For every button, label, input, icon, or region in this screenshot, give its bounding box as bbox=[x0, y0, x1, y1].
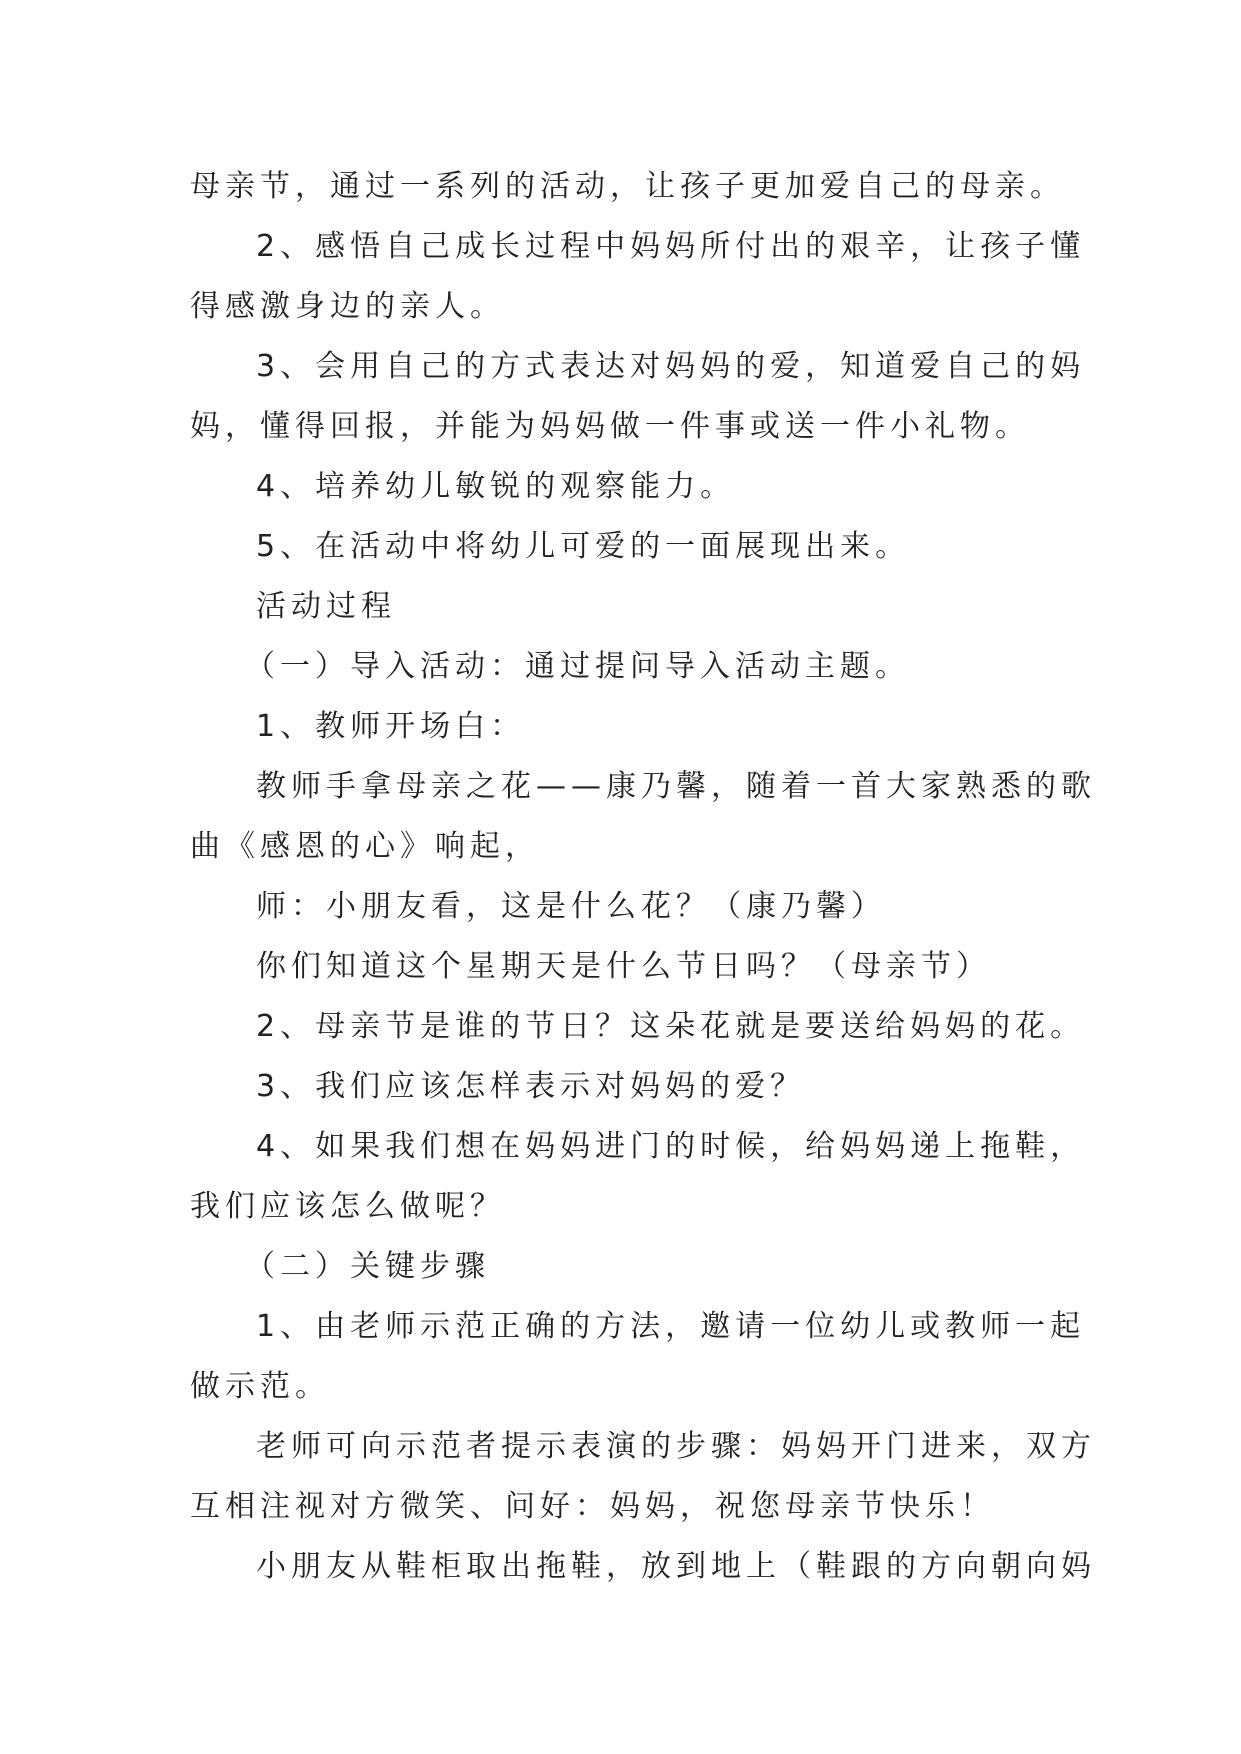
list-item-5: 5、在活动中将幼儿可爱的一面展现出来。 bbox=[256, 529, 911, 564]
paragraph-line: 妈，懂得回报，并能为妈妈做一件事或送一件小礼物。 bbox=[190, 409, 1030, 444]
dialogue-line: 你们知道这个星期天是什么节日吗？（母亲节） bbox=[256, 949, 991, 984]
list-item-4: 4、如果我们想在妈妈进门的时候，给妈妈递上拖鞋， bbox=[256, 1129, 1086, 1164]
list-item-1: 1、由老师示范正确的方法，邀请一位幼儿或教师一起 bbox=[256, 1309, 1086, 1344]
paragraph-line: 做示范。 bbox=[190, 1369, 330, 1404]
list-item-3: 3、我们应该怎样表示对妈妈的爱？ bbox=[256, 1069, 806, 1104]
list-item-4: 4、培养幼儿敏锐的观察能力。 bbox=[256, 469, 736, 504]
paragraph-line: 老师可向示范者提示表演的步骤：妈妈开门进来，双方 bbox=[256, 1429, 1096, 1464]
document-body bbox=[190, 157, 1096, 1597]
paragraph-line: 曲《感恩的心》响起， bbox=[190, 829, 540, 864]
section-heading: 活动过程 bbox=[256, 589, 396, 624]
paragraph-line: 得感激身边的亲人。 bbox=[190, 289, 505, 324]
paragraph-line: 母亲节，通过一系列的活动，让孩子更加爱自己的母亲。 bbox=[190, 169, 1065, 204]
subsection-heading-2: （二）关键步骤 bbox=[245, 1249, 490, 1284]
paragraph-line: 教师手拿母亲之花——康乃馨，随着一首大家熟悉的歌 bbox=[256, 769, 1096, 804]
dialogue-line: 师：小朋友看，这是什么花？（康乃馨） bbox=[256, 889, 886, 924]
list-item-2: 2、母亲节是谁的节日？这朵花就是要送给妈妈的花。 bbox=[256, 1009, 1086, 1044]
subsection-heading-1: （一）导入活动：通过提问导入活动主题。 bbox=[245, 649, 910, 684]
paragraph-line: 互相注视对方微笑、问好：妈妈，祝您母亲节快乐！ bbox=[190, 1489, 995, 1524]
paragraph-line: 小朋友从鞋柜取出拖鞋，放到地上（鞋跟的方向朝向妈 bbox=[256, 1549, 1096, 1584]
list-item-3: 3、会用自己的方式表达对妈妈的爱，知道爱自己的妈 bbox=[256, 349, 1086, 384]
list-item-1: 1、教师开场白： bbox=[256, 709, 526, 744]
list-item-2: 2、感悟自己成长过程中妈妈所付出的艰辛，让孩子懂 bbox=[256, 229, 1086, 264]
paragraph-line: 我们应该怎么做呢？ bbox=[190, 1189, 505, 1224]
